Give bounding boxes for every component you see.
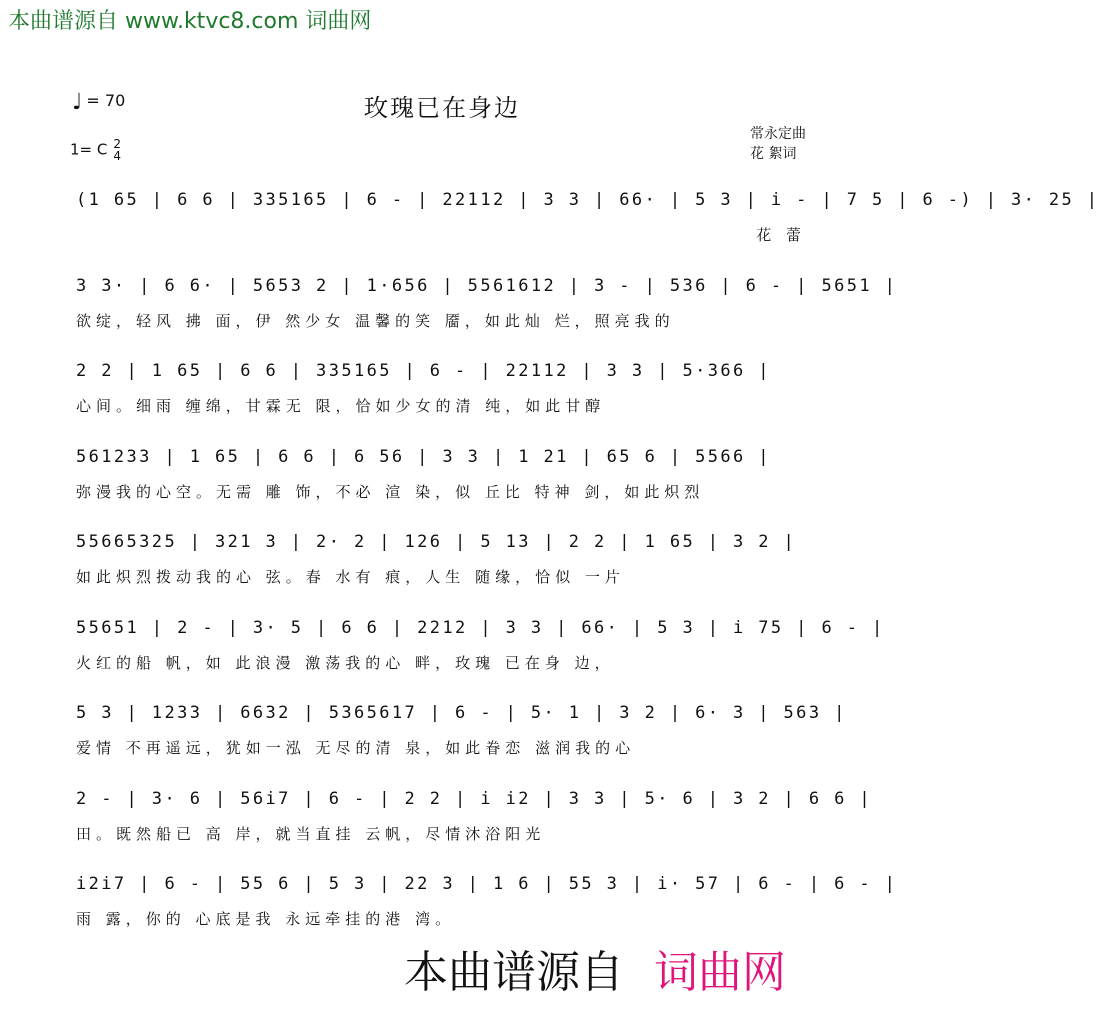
credits	[750, 124, 806, 164]
key-signature	[70, 138, 121, 162]
quarter-note-icon: ♩	[72, 90, 83, 115]
header-watermark: 本曲谱源自 www.ktvc8.com 词曲网	[8, 9, 372, 34]
lyric-line: 弥漫我的心空。无需 雕 饰，不必 渲 染，似 丘比 特神 剑，如此炽烈	[76, 482, 705, 501]
footer-watermark-site: 词曲网	[654, 947, 786, 998]
meter-top: 2	[113, 137, 121, 151]
lyric-line: 雨 露，你的 心底是我 永远牵挂的港 湾。	[76, 910, 456, 928]
composer-credit: 常永定曲	[750, 126, 806, 142]
score-system	[76, 522, 812, 608]
footer-watermark	[404, 936, 786, 1000]
lyric-line: 爱情 不再遥远，犹如一泓 无尽的清 泉，如此眷恋 滋润我的心	[76, 739, 636, 757]
song-title: 玫瑰已在身边	[364, 94, 520, 122]
score-system	[76, 351, 812, 437]
lyric-line: 如此炽烈拨动我的心 弦。春 水有 痕，人生 随缘，恰似 一片	[76, 568, 625, 586]
notation-line: 3 3· | 6 6· | 5653 2 | 1·656 | 5561612 | 3 - | 536 | 6 - | 5651 |	[76, 275, 898, 296]
lyric-line: 田。既然船已 高 岸，就当直挂 云帆，尽情沐浴阳光	[76, 824, 546, 843]
tempo-value: = 70	[86, 91, 126, 110]
lyric-line: 心间。细雨 缠绵，甘霖无 限，恰如少女的清 纯，如此甘醇	[76, 397, 606, 415]
score-system	[76, 608, 885, 694]
notation-line: 2 2 | 1 65 | 6 6 | 335165 | 6 - | 22112 | 3 3 | 5·366 |	[76, 361, 771, 381]
lyric-line: 花 蕾	[756, 226, 806, 244]
lyric-line: 火红的船 帆，如 此浪漫 激荡我的心 畔，玫瑰 已在身 边，	[76, 653, 615, 672]
score-system	[76, 266, 898, 352]
lyricist-credit: 花 絮词	[750, 146, 797, 162]
notation-line: (1 65 | 6 6 | 335165 | 6 - | 22112 | 3 3 | 66· | 5 3 | i - | 7 5 | 6 -) | 3· 25 |	[76, 190, 1099, 210]
score-system	[76, 180, 1099, 266]
notation-line: 55651 | 2 - | 3· 5 | 6 6 | 2212 | 3 3 | 66· | 5 3 | i 75 | 6 - |	[76, 617, 885, 638]
score-system	[76, 437, 812, 523]
notation-line: 55665325 | 321 3 | 2· 2 | 126 | 5 13 | 2 2 | 1 65 | 3 2 |	[76, 532, 797, 552]
footer-watermark-source: 本曲谱源自	[404, 947, 624, 998]
time-signature	[113, 138, 121, 162]
score	[76, 180, 1099, 950]
lyric-line: 欲绽，轻风 拂 面，伊 然少女 温馨的笑 靥，如此灿 烂，照亮我的	[76, 311, 675, 330]
key-label: 1= C	[70, 140, 108, 159]
score-system	[76, 779, 872, 865]
notation-line: 5 3 | 1233 | 6632 | 5365617 | 6 - | 5· 1 | 3 2 | 6· 3 | 563 |	[76, 703, 847, 723]
meter-bottom: 4	[113, 149, 121, 163]
score-system	[76, 693, 847, 779]
notation-line: i2i7 | 6 - | 55 6 | 5 3 | 22 3 | 1 6 | 55 3 | i· 57 | 6 - | 6 - |	[76, 874, 898, 894]
notation-line: 561233 | 1 65 | 6 6 | 6 56 | 3 3 | 1 21 | 65 6 | 5566 |	[76, 446, 771, 467]
notation-line: 2 - | 3· 6 | 56i7 | 6 - | 2 2 | i i2 | 3 3 | 5· 6 | 3 2 | 6 6 |	[76, 788, 872, 809]
